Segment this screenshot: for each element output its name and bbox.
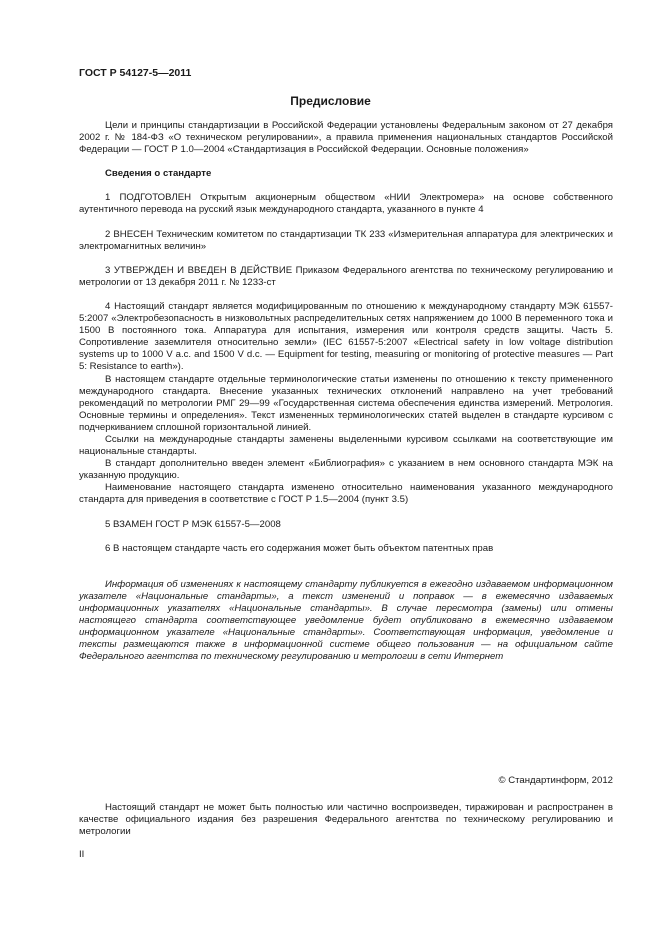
item-1-paragraph: 1 ПОДГОТОВЛЕН Открытым акционерным обществом «НИИ Электромера» на основе собственного аутентичного перевода на русский язык международного стандарта, указанного в пункте 4 [79, 192, 613, 216]
document-code-header: ГОСТ Р 54127-5—2011 [79, 67, 192, 79]
reproduction-notice-text: Настоящий стандарт не может быть полностью или частично воспроизведен, тиражирован и распространен в качестве официального издания без разрешения Федерального агентства по техническому регулированию и метрологии [79, 802, 613, 838]
changes-info-paragraph: Информация об изменениях к настоящему стандарту публикуется в ежегодно издаваемом информационном указателе «Национальные стандарты», а текст изменений и поправок — в ежемесячно издаваемых информационных указателях «Национальные стандарты». В случае пересмотра (замены) или отмены настоящего стандарта соответствующее уведомление будет опубликовано в ежемесячно издаваемом информационном указателе «Национальные стандарты». Соответствующая информация, уведомление и тексты размещаются также в информационной системе общего пользования — на официальном сайте Федерального агентства по техническому регулированию и метрологии в сети Интернет [79, 578, 613, 663]
item-2-paragraph: 2 ВНЕСЕН Техническим комитетом по стандартизации ТК 233 «Измерительная аппаратура для электрических и электромагнитных величин» [79, 228, 613, 252]
intro-paragraph: Цели и принципы стандартизации в Российской Федерации установлены Федеральным законом от 27 декабря 2002 г. № 184-ФЗ «О техническом регулировании», а правила применения национальных стандартов Российской Федерации — ГОСТ Р 1.0—2004 «Стандартизация в Российской Федерации. Основные положения» [79, 120, 613, 156]
copyright-notice: © Стандартинформ, 2012 [498, 775, 613, 786]
page-number: II [79, 849, 85, 860]
item-6-paragraph: 6 В настоящем стандарте часть его содержания может быть объектом патентных прав [105, 542, 494, 554]
standard-info-subheading: Сведения о стандарте [105, 168, 212, 180]
foreword-body [79, 120, 613, 663]
item-4-title-paragraph: Наименование настоящего стандарта изменено относительно наименования указанного международного стандарта для приведения в соответствие с ГОСТ Р 1.5—2004 (пункт 3.5) [79, 482, 613, 506]
item-4-terminology-paragraph: В настоящем стандарте отдельные терминологические статьи изменены по отношению к тексту примененного международного стандарта. Внесение указанных технических отклонений направлено на учет требований рекомендаций по метрологии РМГ 29—99 «Государственная система обеспечения единства измерений. Метрология. Основные термины и определения». Текст измененных терминологических статей выделен в стандарте курсивом с подчеркиванием сплошной горизонтальной линией. [79, 373, 613, 433]
item-4-paragraph: 4 Настоящий стандарт является модифицированным по отношению к международному стандарту МЭК 61557-5:2007 «Электробезопасность в низковольтных распределительных сетях напряжением до 1000 В переменного тока и 1500 В постоянного тока. Аппаратура для испытания, измерения или контроля средств защиты. Часть 5. Сопротивление заземлителя относительно земли» (IEC 61557-5:2007 «Electrical safety in low voltage distribution systems up to 1000 V a.c. and 1500 V d.c. — Equipment for testing, measuring or monitoring of protective measures — Part 5: Resistance to earth»). [79, 300, 613, 373]
item-4-references-paragraph: Ссылки на международные стандарты заменены выделенными курсивом ссылками на соответствующие им национальные стандарты. [79, 433, 613, 458]
page-title: Предисловие [290, 94, 371, 108]
reproduction-notice [79, 802, 613, 838]
item-3-paragraph: 3 УТВЕРЖДЕН И ВВЕДЕН В ДЕЙСТВИЕ Приказом Федерального агентства по техническому регулированию и метрологии от 13 декабря 2011 г. № 1233-ст [79, 264, 613, 288]
item-4-bibliography-paragraph: В стандарт дополнительно введен элемент «Библиография» с указанием в нем основного стандарта МЭК на указанную продукцию. [79, 458, 613, 482]
item-5-paragraph: 5 ВЗАМЕН ГОСТ Р МЭК 61557-5—2008 [105, 518, 281, 530]
